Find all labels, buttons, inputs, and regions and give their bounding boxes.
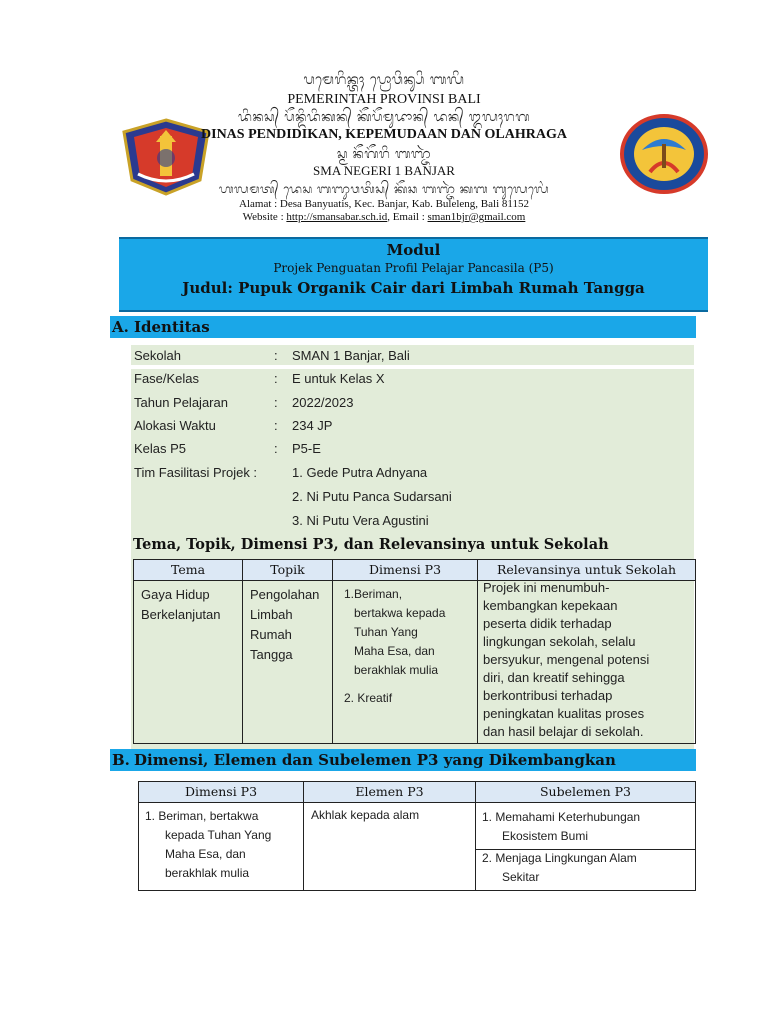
dimensi-p3-line: 1. Beriman, bertakwa	[145, 809, 259, 823]
relevansi-line: diri, dan kreatif sehingga	[483, 670, 625, 685]
website-link[interactable]: http://smansabar.sch.id	[286, 211, 388, 223]
table-header-cell: Topik	[243, 560, 332, 581]
identitas-label: Kelas P5	[134, 441, 187, 456]
dimensi-line: 1.Beriman,	[344, 587, 403, 601]
school-name: SMA NEGERI 1 BANJAR	[313, 163, 455, 178]
relevansi-cell	[483, 579, 693, 741]
module-title: Modul	[386, 241, 441, 259]
elemen-p3-cell: Akhlak kepada alam	[311, 808, 420, 822]
judul-value: : Pupuk Organik Cair dari Limbah Rumah Tangga	[227, 279, 645, 297]
identitas-label: Tim Fasilitasi Projek :	[134, 465, 258, 480]
identitas-label: Alokasi Waktu	[134, 418, 216, 433]
subelemen-line: 1. Memahami Keterhubungan	[482, 810, 641, 824]
relevansi-line: peningkatan kualitas proses	[483, 706, 645, 721]
balinese-line-3: ᬲ᭄ᬫ ᬦᭂᬕᭂᬭᬶ ᬩᬜ᭄ᬚᬃ	[336, 147, 431, 162]
module-subtitle: Projek Penguatan Profil Pelajar Pancasila (P5)	[273, 261, 554, 275]
topik-line: Tangga	[250, 647, 293, 662]
identitas-value: 2022/2023	[292, 395, 354, 410]
tema-line: Berkelanjutan	[141, 607, 221, 622]
dimensi-p3-cell	[145, 807, 300, 883]
identitas-value: E untuk Kelas X	[292, 371, 385, 386]
tim-member-name: 3. Ni Putu Vera Agustini	[292, 513, 429, 528]
module-banner	[119, 237, 708, 312]
identitas-value: 234 JP	[292, 418, 333, 433]
dimensi-line: 2. Kreatif	[344, 691, 393, 705]
identitas-value: 1. Gede Putra Adnyana	[292, 465, 428, 480]
section-b-title: Dimensi, Elemen dan Subelemen P3 yang Dikembangkan	[134, 751, 616, 769]
tut-wuri-handayani-icon	[620, 114, 708, 194]
table-header-cell: Dimensi P3	[333, 560, 477, 581]
identitas-value: SMAN 1 Banjar, Bali	[292, 348, 410, 363]
dimensi-line: bertakwa kepada	[354, 606, 446, 620]
table-divider	[242, 560, 243, 743]
letterhead	[0, 0, 768, 232]
table-header-cell: Elemen P3	[304, 782, 475, 803]
subelemen-p3-cell	[482, 849, 692, 887]
table-header-cell: Dimensi P3	[139, 782, 303, 803]
section-a-title: Identitas	[134, 318, 210, 336]
dimensi-line: Maha Esa, dan	[354, 644, 435, 658]
tema-table	[133, 559, 696, 744]
table-divider	[477, 560, 478, 743]
relevansi-line: kembangkan kepekaan	[483, 598, 618, 613]
colon: :	[274, 418, 278, 433]
colon: :	[274, 348, 278, 363]
relevansi-line: peserta didik terhadap	[483, 616, 612, 631]
dimensi-cell	[344, 585, 474, 708]
relevansi-line: berkontribusi terhadap	[483, 688, 613, 703]
identitas-label: Fase/Kelas	[134, 371, 200, 386]
balinese-line-1: ᬧᬫᬾᬭᬶᬦ᭄ᬢᬄ ᬧ᭄ᬭᭀᬯᬶᬦ᭄ᬲᬶ ᬩᬮᬶ	[303, 72, 465, 88]
colon: :	[274, 371, 278, 386]
school-address: Alamat : Desa Banyuatis, Kec. Banjar, Kab. Buleleng, Bali 81152	[239, 198, 529, 210]
colon: :	[274, 441, 278, 456]
section-a-header	[110, 316, 696, 338]
province-name: PEMERINTAH PROVINSI BALI	[287, 92, 481, 107]
topik-line: Pengolahan	[250, 587, 320, 602]
module-judul	[119, 279, 708, 297]
balinese-line-4: ᬳᬮᬫᬢ᭄ ᬤᬾᬲ ᬩᬜᬸᬯᬢᬶᬲ᭄ ᬓᭂᬘ ᬩᬜ᭄ᬚᬃ ᬓᬩ ᬩᬸᬮᬾᬮᬾᬂ	[218, 182, 550, 196]
judul-label: Judul	[182, 279, 228, 297]
tema-subheading: Tema, Topik, Dimensi P3, dan Relevansinya untuk Sekolah	[133, 536, 609, 553]
dimensi-p3-line: berakhlak mulia	[165, 866, 250, 880]
tema-cell	[141, 585, 221, 625]
identitas-label: Tahun Pelajaran	[134, 395, 228, 410]
relevansi-line: dan hasil belajar di sekolah.	[483, 724, 644, 739]
dimensi-p3-line: Maha Esa, dan	[165, 847, 246, 861]
school-contact	[0, 211, 768, 223]
identitas-value: P5-E	[292, 441, 321, 456]
balinese-line-2: ᬤᬶᬦᬲ᭄ ᬧᭂᬦ᭄ᬤᬶᬤᬶᬓᬦ᭄ ᬓᭂᬧᭂᬫᬸᬤᬵᬦ᭄ ᬤᬦ᭄ ᬑᬮᬄᬭᬕ	[238, 110, 530, 125]
relevansi-line: Projek ini menumbuh-	[483, 580, 610, 595]
relevansi-line: bersyukur, mengenal potensi	[483, 652, 650, 667]
email-prefix: , Email :	[387, 211, 428, 223]
subelemen-line: Sekitar	[502, 870, 540, 884]
department-name: DINAS PENDIDIKAN, KEPEMUDAAN DAN OLAHRAGA	[201, 127, 567, 142]
topik-cell	[250, 585, 319, 665]
subelemen-line: Ekosistem Bumi	[502, 829, 589, 843]
tema-line: Gaya Hidup	[141, 587, 210, 602]
dimensi-table	[138, 781, 696, 891]
section-a-letter: A.	[112, 318, 129, 336]
table-header-cell: Subelemen P3	[476, 782, 695, 803]
tim-member-name: 2. Ni Putu Panca Sudarsani	[292, 489, 452, 504]
dimensi-p3-line: kepada Tuhan Yang	[165, 828, 272, 842]
table-header-cell: Relevansinya untuk Sekolah	[478, 560, 695, 581]
table-divider	[475, 782, 476, 890]
website-prefix: Website :	[242, 211, 287, 223]
table-header-cell: Tema	[134, 560, 242, 581]
section-b-header	[110, 749, 696, 771]
topik-line: Limbah	[250, 607, 293, 622]
topik-line: Rumah	[250, 627, 292, 642]
subelemen-line: 2. Menjaga Lingkungan Alam	[482, 851, 637, 865]
relevansi-line: lingkungan sekolah, selalu	[483, 634, 636, 649]
subelemen-p3-cell	[482, 808, 692, 846]
table-divider	[303, 782, 304, 890]
dimensi-line: Tuhan Yang	[354, 625, 418, 639]
colon: :	[274, 395, 278, 410]
section-b-letter: B.	[112, 751, 130, 769]
dimensi-line: berakhlak mulia	[354, 663, 439, 677]
identitas-label: Sekolah	[134, 348, 181, 363]
email-link[interactable]: sman1bjr@gmail.com	[427, 211, 526, 223]
table-divider	[332, 560, 333, 743]
